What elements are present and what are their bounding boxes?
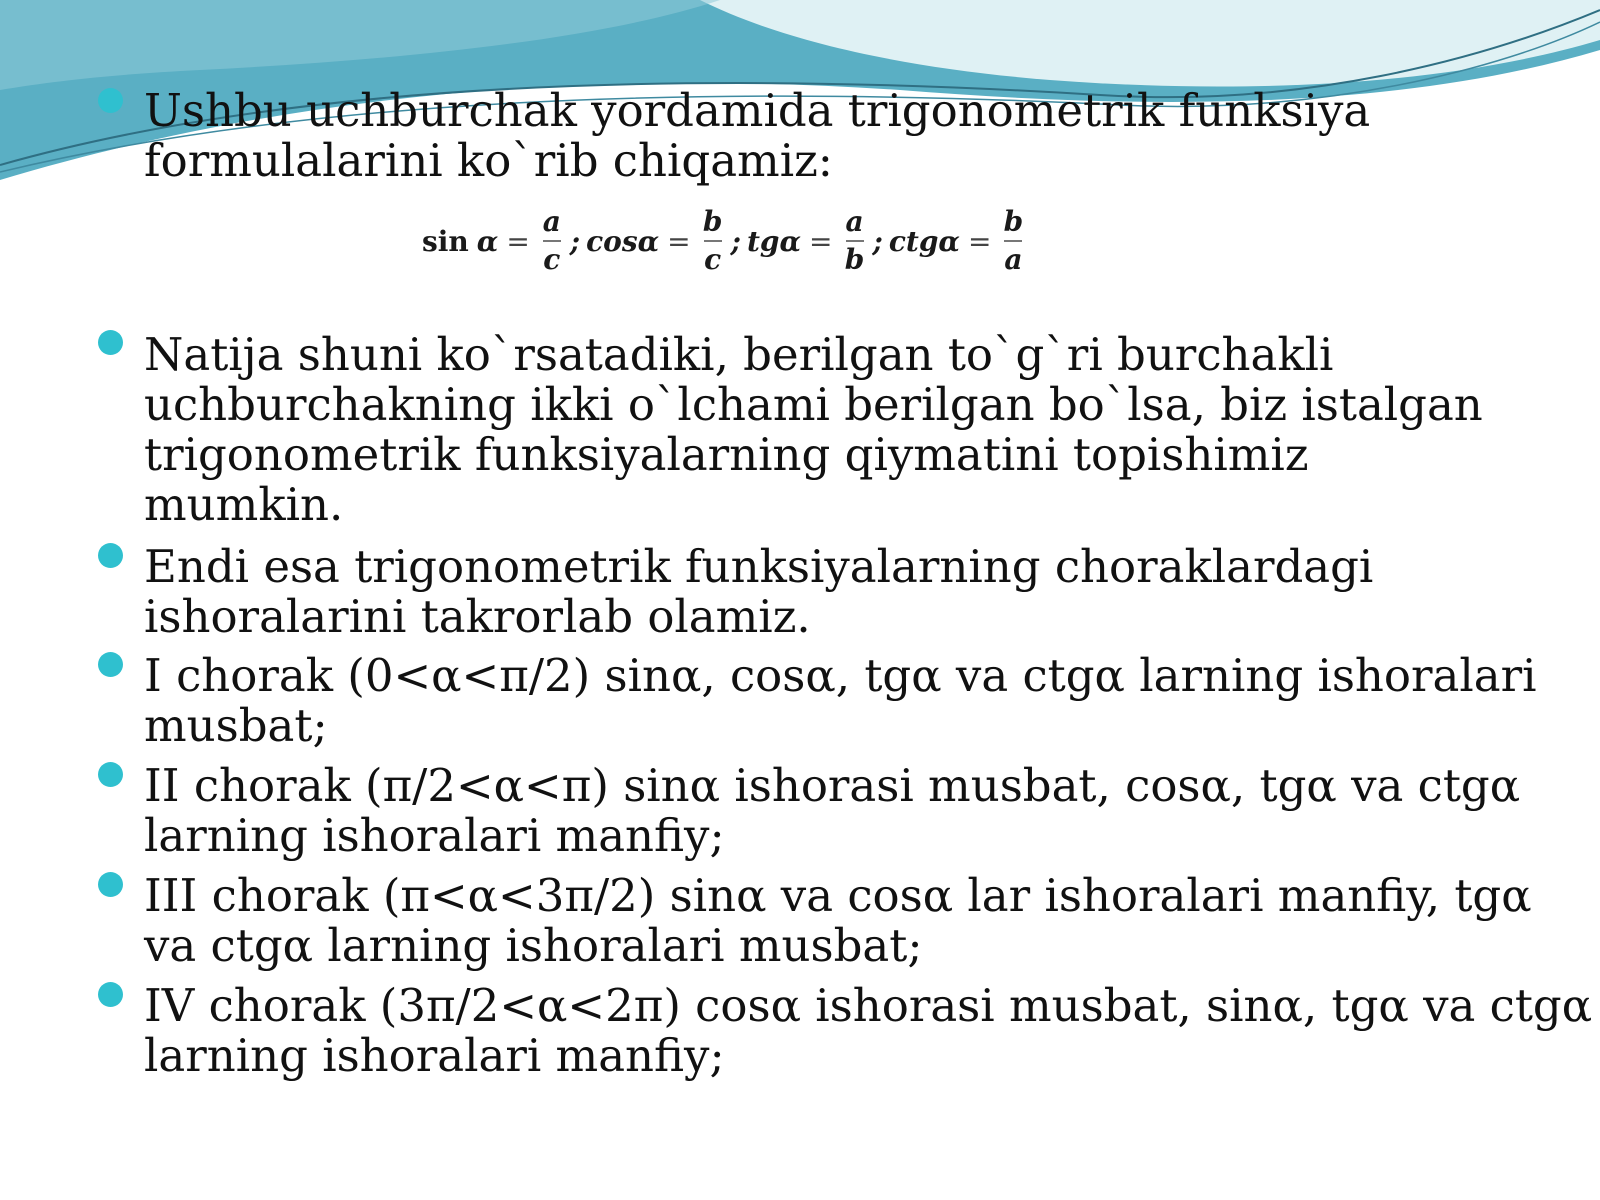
separator: ;: [730, 224, 741, 258]
alpha-symbol: α: [476, 224, 499, 258]
cos-label: cosα: [586, 224, 660, 258]
trig-formula: [422, 196, 1027, 286]
bullet-marker: [98, 762, 123, 787]
equals-sign: =: [967, 224, 992, 258]
bullet-text-4: [144, 651, 1544, 751]
bullet-3-line-1: Endi esa trigonometrik funksiyalarning choraklardagi: [144, 540, 1374, 593]
bullet-6-line-1: III chorak (π<α<3π/2) sinα va cosα lar ishoralari manfiy, tgα: [144, 869, 1532, 922]
separator: ;: [569, 224, 581, 258]
bullet-text-1: [144, 86, 1544, 186]
bullet-4-line-1: I chorak (0<α<π/2) sinα, cosα, tgα va ctgα larning ishoralari: [144, 649, 1537, 702]
equals-sign: =: [506, 224, 530, 258]
bullet-marker: [98, 982, 123, 1007]
separator: ;: [872, 224, 883, 258]
bullet-text-5: [144, 761, 1544, 861]
bullet-2-line-3: trigonometrik funksiyalarning qiymatini topishimiz: [144, 428, 1309, 481]
tg-denominator: b: [844, 243, 865, 276]
cos-denominator: c: [704, 243, 722, 276]
ctg-label: ctgα: [888, 224, 960, 258]
equals-sign: =: [667, 224, 691, 258]
bullet-marker: [98, 88, 123, 113]
bullet-7-line-1: IV chorak (3π/2<α<2π) cosα ishorasi musbat, sinα, tgα va ctgα: [144, 979, 1593, 1032]
tg-fraction: [841, 204, 869, 278]
bullet-marker: [98, 543, 123, 568]
ctg-denominator: a: [1004, 243, 1023, 276]
bullet-marker: [98, 330, 123, 355]
sin-label: sin: [422, 224, 469, 258]
bullet-2-line-4: mumkin.: [144, 478, 344, 531]
bullet-1-line-1: Ushbu uchburchak yordamida trigonometrik funksiya: [144, 84, 1371, 137]
bullet-text-2: [144, 330, 1544, 530]
bullet-6-line-2: va ctgα larning ishoralari musbat;: [144, 919, 923, 972]
ctg-numerator: b: [1003, 205, 1024, 238]
bullet-1-line-2: formulalarini ko`rib chiqamiz:: [144, 134, 833, 187]
bullet-2-line-1: Natija shuni ko`rsatadiki, berilgan to`g`ri burchakli: [144, 328, 1334, 381]
sin-numerator: a: [542, 205, 561, 238]
bullet-2-line-2: uchburchakning ikki o`lchami berilgan bo`lsa, biz istalgan: [144, 378, 1483, 431]
tg-numerator: a: [845, 205, 864, 238]
equals-sign: =: [809, 224, 833, 258]
bullet-5-line-2: larning ishoralari manfiy;: [144, 809, 725, 862]
bullet-marker: [98, 872, 123, 897]
bullet-text-7: [144, 979, 1593, 1082]
ctg-fraction: [999, 204, 1027, 278]
bullet-marker: [98, 652, 123, 677]
cos-fraction: [699, 204, 727, 278]
tg-label: tgα: [746, 224, 802, 258]
bullet-text-6: [144, 871, 1544, 971]
bullet-text-3: [144, 542, 1544, 642]
bullet-3-line-2: ishoralarini takrorlab olamiz.: [144, 590, 811, 643]
sin-denominator: c: [543, 243, 561, 276]
sin-fraction: [538, 204, 566, 278]
bullet-4-line-2: musbat;: [144, 699, 328, 752]
bullet-5-line-1: II chorak (π/2<α<π) sinα ishorasi musbat, cosα, tgα va ctgα: [144, 759, 1521, 812]
bullet-7-line-2: larning ishoralari manfiy;: [144, 1029, 725, 1082]
cos-numerator: b: [702, 205, 723, 238]
